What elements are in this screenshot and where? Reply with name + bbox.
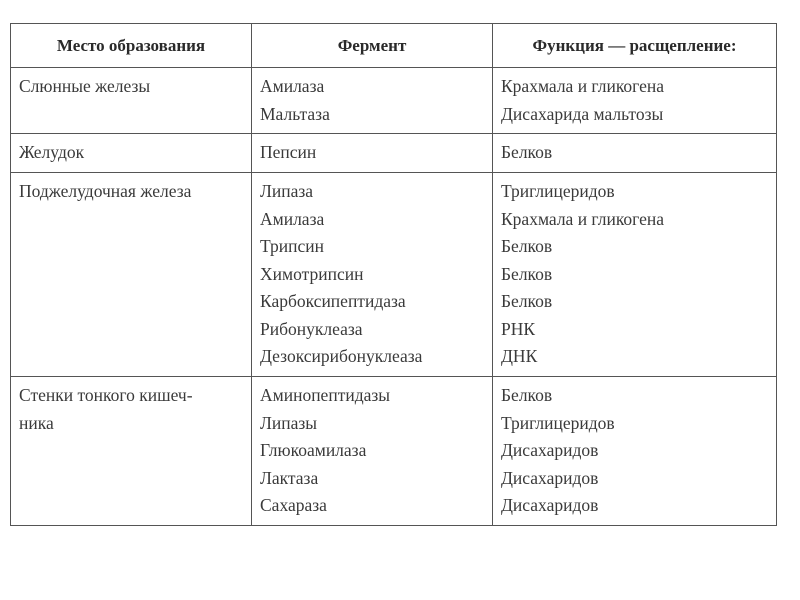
enzyme-cell (252, 134, 493, 173)
table-row (11, 173, 777, 377)
enzyme-table-container (10, 23, 776, 526)
function-text: Дисахаридов (501, 495, 599, 515)
function-text: Белков (501, 236, 553, 256)
enzyme-text: Дезоксирибонуклеаза (260, 346, 423, 366)
place-cell (11, 173, 252, 377)
place-cell (11, 134, 252, 173)
enzyme-text: Химотрипсин (260, 263, 364, 284)
function-text: Крахмала и гликогена (501, 208, 665, 229)
function-text: Крахмала и гликогена (501, 76, 665, 96)
function-text: РНК (501, 318, 536, 339)
enzyme-text: Глюкоамилаза (260, 440, 367, 460)
enzyme-text: Липаза (260, 181, 314, 201)
header-function: Функция — расщепление: (493, 24, 777, 68)
table-row (11, 68, 777, 134)
place-cell (11, 377, 252, 526)
place-text: Слюнные железы (19, 76, 151, 96)
enzyme-text: Аминопептидазы (260, 385, 391, 405)
function-text: Белков (501, 263, 553, 284)
table-row (11, 377, 777, 526)
enzyme-cell (252, 173, 493, 377)
place-text: ника (19, 412, 54, 433)
enzyme-text: Липазы (260, 412, 318, 433)
function-text: Триглицеридов (501, 181, 615, 201)
header-place: Место образования (11, 24, 252, 68)
enzyme-text: Рибонуклеаза (260, 318, 363, 339)
place-text: Поджелудочная железа (19, 181, 192, 201)
table-header-row (11, 24, 777, 68)
function-text: Дисахаридов (501, 440, 599, 460)
enzyme-table (10, 23, 777, 526)
place-text: Желудок (19, 142, 85, 162)
enzyme-text: Пепсин (260, 142, 317, 162)
function-text: Белков (501, 291, 553, 311)
enzyme-text: Сахараза (260, 495, 327, 515)
table-row (11, 134, 777, 173)
enzyme-cell (252, 377, 493, 526)
header-enzyme: Фермент (252, 24, 493, 68)
place-text: Стенки тонкого кишеч- (19, 385, 193, 405)
enzyme-text: Мальтаза (260, 103, 330, 124)
enzyme-cell (252, 68, 493, 134)
enzyme-text: Карбоксипептидаза (260, 291, 406, 311)
function-text: ДНК (501, 346, 538, 366)
function-cell (493, 134, 777, 173)
function-cell (493, 377, 777, 526)
enzyme-text: Трипсин (260, 236, 325, 256)
function-text: Белков (501, 142, 553, 162)
enzyme-text: Амилаза (260, 76, 325, 96)
enzyme-text: Амилаза (260, 208, 325, 229)
function-text: Дисахарида мальтозы (501, 103, 664, 124)
function-text: Триглицеридов (501, 412, 615, 433)
function-cell (493, 173, 777, 377)
function-text: Белков (501, 385, 553, 405)
function-text: Дисахаридов (501, 467, 599, 488)
place-cell (11, 68, 252, 134)
function-cell (493, 68, 777, 134)
enzyme-text: Лактаза (260, 467, 319, 488)
